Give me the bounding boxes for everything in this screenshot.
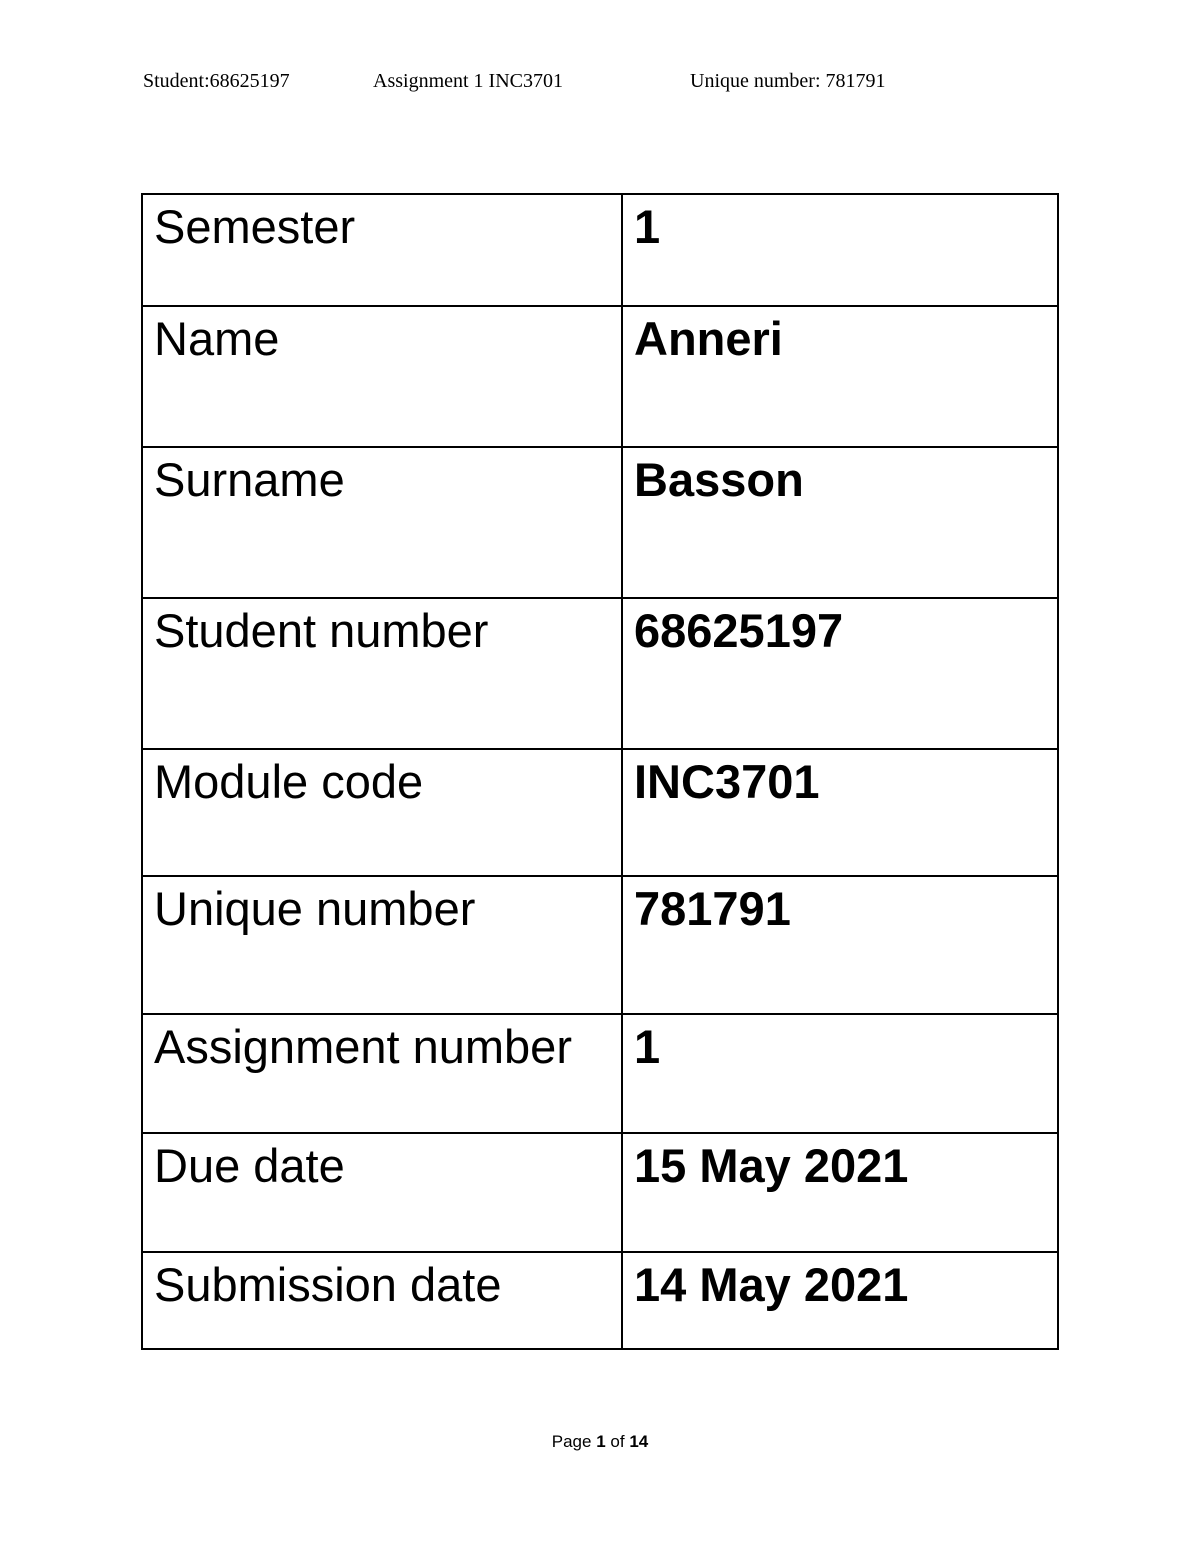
row-label: Surname (142, 447, 622, 598)
row-value: 15 May 2021 (622, 1133, 1058, 1252)
page-word: Page (551, 1432, 592, 1451)
row-label: Unique number (142, 876, 622, 1014)
table-row-name (142, 306, 1058, 447)
header-assignment: Assignment 1 INC3701 (373, 70, 563, 92)
of-word: of (610, 1432, 625, 1451)
table-row-semester (142, 194, 1058, 306)
table-row-surname (142, 447, 1058, 598)
header-unique-number: Unique number: 781791 (690, 70, 886, 92)
page-footer (0, 1432, 1200, 1452)
page-current-number: 1 (596, 1432, 606, 1451)
row-value: 1 (622, 194, 1058, 306)
row-label: Assignment number (142, 1014, 622, 1133)
row-label: Student number (142, 598, 622, 749)
row-value: 1 (622, 1014, 1058, 1133)
row-value: Basson (622, 447, 1058, 598)
page-total-number: 14 (629, 1432, 649, 1451)
row-value: INC3701 (622, 749, 1058, 876)
row-value: 781791 (622, 876, 1058, 1014)
row-label: Due date (142, 1133, 622, 1252)
table-row-submission-date (142, 1252, 1058, 1349)
table-row-module-code (142, 749, 1058, 876)
row-label: Name (142, 306, 622, 447)
row-value: 14 May 2021 (622, 1252, 1058, 1349)
row-label: Semester (142, 194, 622, 306)
row-value: Anneri (622, 306, 1058, 447)
row-value: 68625197 (622, 598, 1058, 749)
table-row-unique-number (142, 876, 1058, 1014)
cover-page-table (141, 193, 1059, 1350)
header-student-number: Student:68625197 (143, 70, 290, 92)
table-row-student-number (142, 598, 1058, 749)
table-row-due-date (142, 1133, 1058, 1252)
table-row-assignment-number (142, 1014, 1058, 1133)
page-header (0, 70, 1200, 100)
row-label: Submission date (142, 1252, 622, 1349)
row-label: Module code (142, 749, 622, 876)
